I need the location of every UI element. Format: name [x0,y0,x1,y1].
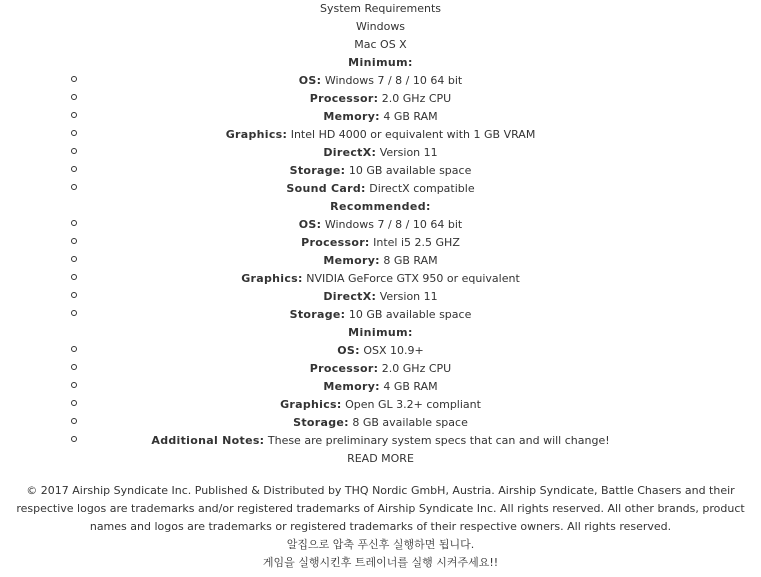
spec-label: OS: [298,218,322,231]
spec-label: Processor: [301,236,370,249]
bullet-icon [69,432,79,450]
list-item [0,396,761,414]
spec-value: 10 GB available space [345,308,472,321]
list-item [0,414,761,432]
spec-label: OS: [337,344,360,357]
bullet-icon [69,90,79,108]
spec-value: 2.0 GHz CPU [378,362,452,375]
spec-value: 8 GB RAM [379,254,438,267]
bullet-icon [69,216,79,234]
bullet-icon [69,396,79,414]
list-item [0,126,761,144]
spec-label: Storage: [289,164,346,177]
spec-label: Storage: [289,308,346,321]
spec-value: DirectX compatible [365,182,475,195]
bullet-icon [69,342,79,360]
windows-recommended-heading: Recommended: [330,200,431,213]
platform-mac-tab[interactable]: Mac OS X [354,38,407,51]
bullet-icon [69,270,79,288]
spec-value: 4 GB RAM [379,110,438,123]
list-item [0,378,761,396]
mac-minimum-heading: Minimum: [348,326,413,339]
spec-label: Additional Notes: [151,434,265,447]
platform-windows-tab[interactable]: Windows [355,20,406,33]
bullet-icon [69,288,79,306]
spec-label: Graphics: [241,272,303,285]
spec-value: 10 GB available space [345,164,472,177]
list-item [0,234,761,252]
list-item [0,342,761,360]
bullet-icon [69,252,79,270]
run-note: 게임을 실행시킨후 트레이너를 실행 시켜주세요!! [262,556,499,569]
footer [0,482,761,572]
bullet-icon [69,126,79,144]
list-item [0,162,761,180]
list-item [0,216,761,234]
list-item [0,432,761,450]
list-item [0,270,761,288]
spec-value: Intel HD 4000 or equivalent with 1 GB VRAM [287,128,536,141]
spec-label: Processor: [309,362,379,375]
spec-value: Windows 7 / 8 / 10 64 bit [321,74,463,87]
spec-value: Windows 7 / 8 / 10 64 bit [321,218,463,231]
bullet-icon [69,108,79,126]
read-more-link[interactable]: READ MORE [347,452,414,465]
bullet-icon [69,72,79,90]
windows-minimum-heading: Minimum: [348,56,413,69]
bullet-icon [69,360,79,378]
spec-value: 4 GB RAM [379,380,438,393]
install-note: 알집으로 압축 푸신후 실행하면 됩니다. [286,538,475,551]
list-item [0,288,761,306]
spec-label: DirectX: [323,290,377,303]
bullet-icon [69,378,79,396]
spec-label: Memory: [323,254,380,267]
list-item [0,306,761,324]
bullet-icon [69,234,79,252]
spec-value: NVIDIA GeForce GTX 950 or equivalent [302,272,520,285]
bullet-icon [69,162,79,180]
spec-label: Graphics: [280,398,342,411]
spec-value: Open GL 3.2+ compliant [341,398,481,411]
spec-label: Sound Card: [286,182,366,195]
spec-value: Intel i5 2.5 GHZ [369,236,460,249]
spec-value: OSX 10.9+ [359,344,424,357]
bullet-icon [69,306,79,324]
spec-label: Memory: [323,380,380,393]
spec-value: Version 11 [376,290,438,303]
list-item [0,180,761,198]
spec-value: 8 GB available space [348,416,468,429]
list-item [0,72,761,90]
bullet-icon [69,144,79,162]
spec-label: Graphics: [225,128,288,141]
list-item [0,360,761,378]
section-title: System Requirements [320,2,441,15]
spec-label: OS: [298,74,322,87]
spec-label: Memory: [323,110,380,123]
spec-value: These are preliminary system specs that can and will change! [264,434,610,447]
bullet-icon [69,414,79,432]
spec-value: 2.0 GHz CPU [378,92,452,105]
spec-value: Version 11 [376,146,438,159]
list-item [0,144,761,162]
spec-label: Processor: [309,92,379,105]
spec-label: DirectX: [323,146,377,159]
list-item [0,252,761,270]
list-item [0,108,761,126]
copyright-text: © 2017 Airship Syndicate Inc. Published & Distributed by THQ Nordic GmbH, Austria. Airship Syndicate, Battle Chasers and their respective logos are trademarks and/or registered trademarks of Airship Syndicate Inc. All rights reserved. All other brands, product names and logos are trademarks or registered trademarks of their respective owners. All rights reserved. [16,484,745,533]
spec-label: Storage: [293,416,349,429]
list-item [0,90,761,108]
bullet-icon [69,180,79,198]
